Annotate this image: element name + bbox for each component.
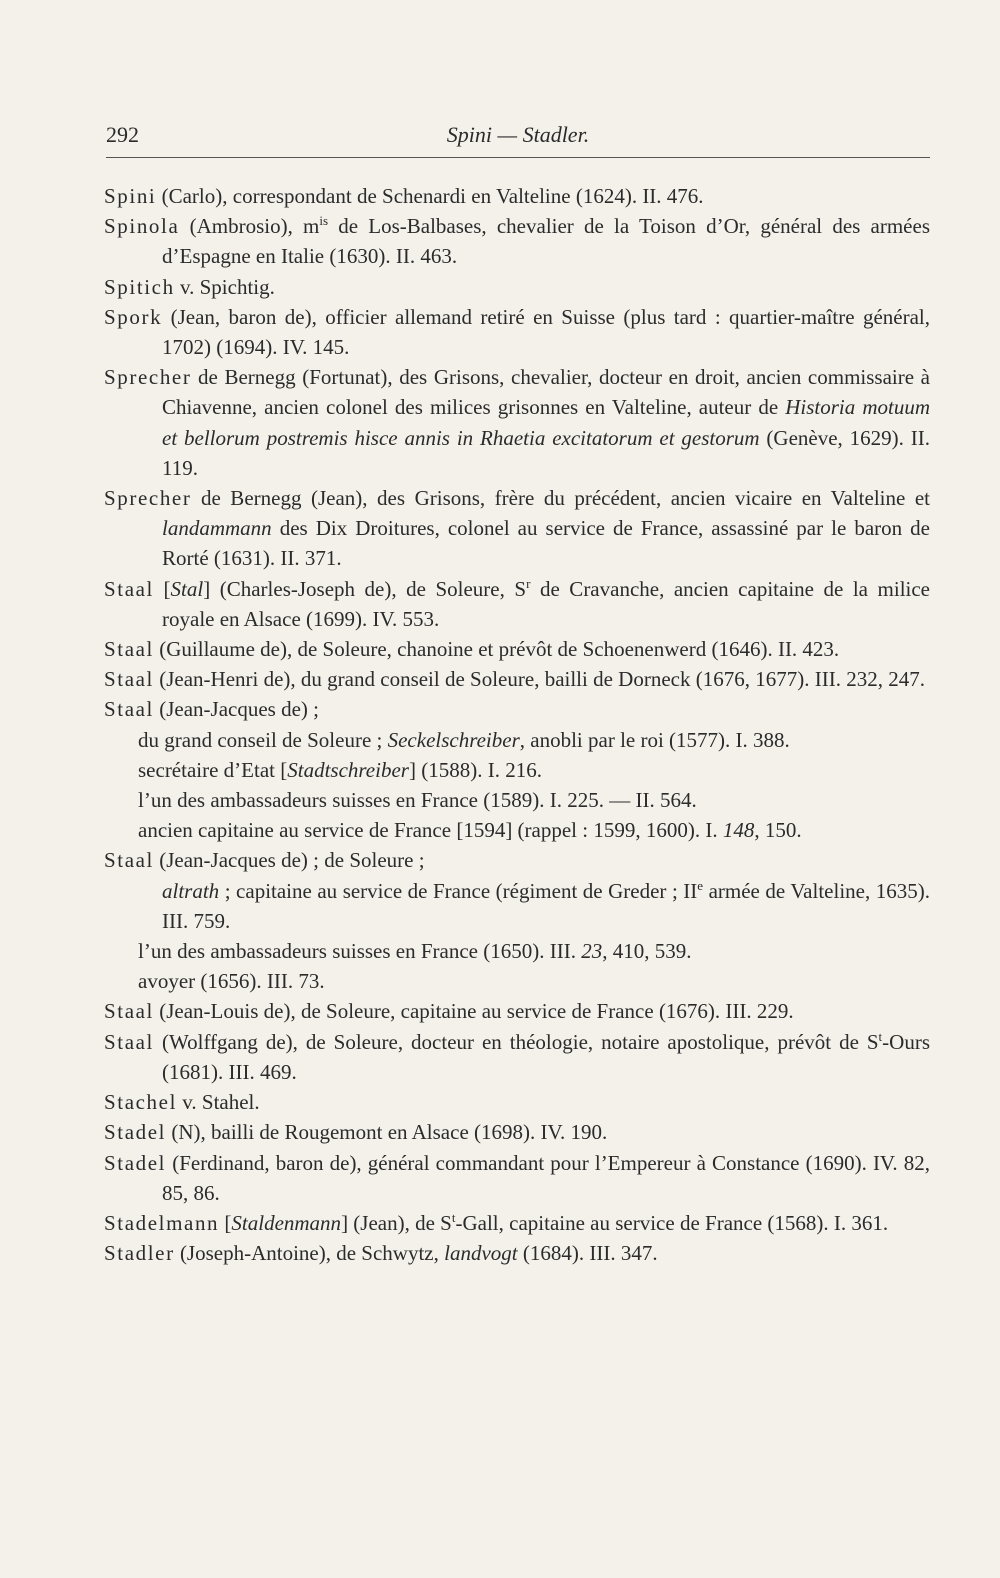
- entry-name: Sprecher: [104, 365, 192, 390]
- entry-text: , 150.: [754, 818, 802, 843]
- index-entry: [104, 302, 930, 362]
- index-entry: [104, 996, 930, 1026]
- header-rule: [106, 157, 930, 158]
- entry-text: [: [154, 576, 171, 601]
- entry-text: (Jean-Jacques de) ;: [154, 697, 320, 722]
- entry-text: (Jean-Louis de), de Soleure, capitaine au service de France (1676). III. 229.: [154, 999, 794, 1024]
- superscript: t: [451, 1209, 456, 1225]
- entry-name: Sprecher: [104, 486, 192, 511]
- superscript: is: [319, 213, 329, 229]
- entry-name: Staal: [104, 1029, 154, 1054]
- italic-text: Stal: [170, 576, 204, 601]
- index-subentry: [104, 876, 930, 936]
- entry-text: ; capitaine au service de France (régiment de Greder ; II: [219, 878, 698, 903]
- italic-text: landammann: [162, 516, 272, 541]
- superscript: r: [526, 575, 531, 591]
- entry-text: de Bernegg (Jean), des Grisons, frère du précédent, ancien vicaire en Valteline et: [191, 486, 930, 511]
- entry-text: avoyer (1656). III. 73.: [138, 969, 325, 994]
- italic-text: landvogt: [444, 1241, 518, 1266]
- superscript: t: [878, 1028, 883, 1044]
- entry-text: -Gall, capitaine au service de France (1568). I. 361.: [455, 1210, 889, 1235]
- italic-text: 23: [581, 939, 603, 964]
- entry-text: , 410, 539.: [602, 939, 692, 964]
- entry-text: [: [219, 1210, 232, 1235]
- entry-text: (Jean-Henri de), du grand conseil de Soleure, bailli de Dorneck (1676, 1677). III. 232, 247.: [154, 667, 925, 692]
- index-entry: [104, 1238, 930, 1268]
- superscript: e: [697, 877, 704, 893]
- index-entry: [104, 181, 930, 211]
- entry-text: -Ours (1681). III. 469.: [162, 1029, 930, 1084]
- entry-name: Staal: [104, 697, 154, 722]
- index-entry: [104, 694, 930, 724]
- entry-text: ] (1588). I. 216.: [408, 757, 542, 782]
- italic-text: Seckelschreiber: [387, 727, 520, 752]
- entry-text: (Wolffgang de), de Soleure, docteur en théologie, notaire apostolique, prévôt de S: [154, 1029, 879, 1054]
- entry-name: Staal: [104, 848, 154, 873]
- index-entry: [104, 272, 930, 302]
- index-entry: [104, 1027, 930, 1087]
- italic-text: Historia motuum et bellorum postremis hisce annis in Rhaetia excitatorum et gestorum: [162, 395, 930, 450]
- entry-text: ancien capitaine au service de France [1594] (rappel : 1599, 1600). I.: [138, 818, 723, 843]
- index-entry: [104, 211, 930, 271]
- index-entry: [104, 1117, 930, 1147]
- entry-text: (Jean, baron de), officier allemand retiré en Suisse (plus tard : quartier-maître général, 1702) (1694). IV. 145.: [162, 304, 930, 360]
- entry-text: armée de Valteline, 1635). III. 759.: [162, 878, 930, 933]
- index-subentry: [104, 936, 930, 966]
- index-subentry: [104, 815, 930, 845]
- entry-text: (Joseph-Antoine), de Schwytz,: [174, 1241, 445, 1266]
- index-entry: [104, 483, 930, 574]
- index-entry: [104, 1087, 930, 1117]
- entry-name: Staal: [104, 576, 154, 601]
- italic-text: Staldenmann: [231, 1210, 342, 1235]
- entry-text: l’un des ambassadeurs suisses en France (1589). I. 225. — II. 564.: [138, 788, 697, 813]
- entry-text: ] (Charles-Joseph de), de Soleure, S: [203, 576, 527, 601]
- entry-name: Stachel: [104, 1090, 178, 1115]
- index-subentry: [104, 725, 930, 755]
- entry-text: de Cravanche, ancien capitaine de la milice royale en Alsace (1699). IV. 553.: [162, 576, 930, 631]
- index-entries: [104, 181, 930, 1268]
- index-entry: [104, 634, 930, 664]
- entry-text: des Dix Droitures, colonel au service de France, assassiné par le baron de Rorté (1631). II. 371.: [162, 516, 930, 571]
- entry-name: Staal: [104, 999, 154, 1024]
- entry-name: Stadelmann: [104, 1210, 220, 1235]
- page-number: 292: [106, 122, 139, 147]
- entry-text: (Genève, 1629). II. 119.: [162, 425, 930, 480]
- entry-text: secrétaire d’Etat [: [138, 757, 288, 782]
- entry-name: Stadler: [104, 1241, 175, 1266]
- index-subentry: [104, 966, 930, 996]
- entry-text: (Carlo), correspondant de Schenardi en Valteline (1624). II. 476.: [156, 184, 704, 208]
- index-entry: [104, 1148, 930, 1208]
- entry-text: (N), bailli de Rougemont en Alsace (1698). IV. 190.: [166, 1120, 608, 1145]
- entry-text: du grand conseil de Soleure ;: [138, 727, 388, 752]
- entry-text: (Ferdinand, baron de), général commandant pour l’Empereur à Constance (1690). IV. 82, 85, 86.: [162, 1150, 930, 1205]
- index-entry: [104, 845, 930, 875]
- entry-name: Stadel: [104, 1120, 167, 1145]
- index-subentry: [104, 755, 930, 785]
- entry-text: de Los-Balbases, chevalier de la Toison d’Or, général des armées d’Espagne en Italie (1630). II. 463.: [162, 214, 930, 269]
- entry-text: (Guillaume de), de Soleure, chanoine et prévôt de Schoenenwerd (1646). II. 423.: [154, 637, 840, 662]
- entry-text: (Jean-Jacques de) ; de Soleure ;: [154, 848, 425, 873]
- entry-text: , anobli par le roi (1577). I. 388.: [519, 727, 790, 752]
- index-entry: [104, 1208, 930, 1238]
- index-entry: [104, 362, 930, 483]
- entry-name: Spork: [104, 304, 163, 329]
- italic-text: altrath: [162, 878, 220, 903]
- entry-text: de Bernegg (Fortunat), des Grisons, chevalier, docteur en droit, ancien commissaire à Chiavenne, ancien colonel des milices grisonnes en Valteline, auteur de: [162, 365, 930, 420]
- entry-text: ] (Jean), de S: [341, 1210, 452, 1235]
- entry-name: Spini: [104, 184, 157, 208]
- italic-text: 148: [722, 818, 755, 843]
- entry-name: Staal: [104, 637, 154, 662]
- entry-name: Staal: [104, 667, 154, 692]
- entry-name: Stadel: [104, 1150, 167, 1175]
- entry-text: l’un des ambassadeurs suisses en France (1650). III.: [138, 939, 582, 964]
- index-subentry: [104, 785, 930, 815]
- index-entry: [104, 574, 930, 634]
- entry-name: Spinola: [104, 214, 180, 239]
- entry-text: (1684). III. 347.: [517, 1241, 658, 1266]
- entry-text: v. Stahel.: [177, 1090, 260, 1115]
- italic-text: Stadtschreiber: [287, 757, 409, 782]
- entry-name: Spitich: [104, 274, 175, 299]
- page-header: [106, 122, 930, 152]
- running-title: Spini — Stadler.: [446, 122, 590, 147]
- index-entry: [104, 664, 930, 694]
- entry-text: v. Spichtig.: [174, 274, 275, 299]
- entry-text: (Ambrosio), m: [179, 214, 320, 239]
